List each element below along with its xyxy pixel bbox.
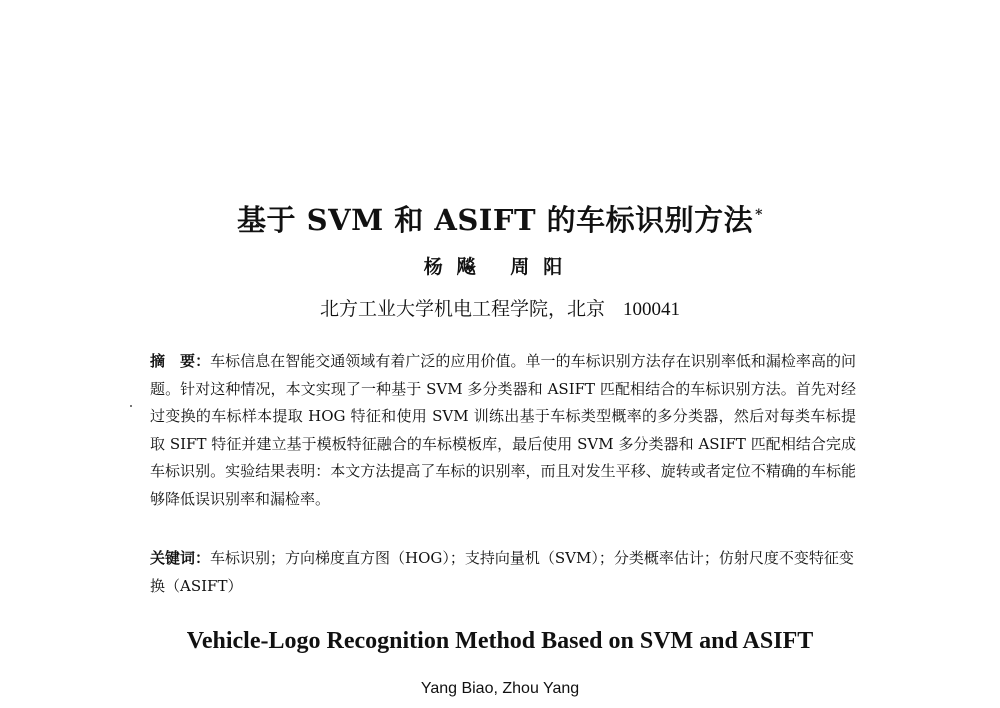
author-names: 杨飚 周阳	[423, 256, 577, 278]
title-text: 基于 SVM 和 ASIFT 的车标识别方法	[237, 203, 754, 237]
scan-speck	[130, 405, 132, 407]
keywords	[150, 545, 856, 600]
postcode: 100041	[623, 299, 680, 320]
abstract-text: 车标信息在智能交通领域有着广泛的应用价值。单一的车标识别方法存在识别率低和漏检率高的问题。针对这种情况，本文实现了一种基于 SVM 多分类器和 ASIFT 匹配相结合的车标识别方法。首先对经过变换的车标样本提取 HOG 特征和使用 SVM 训练出基于车标类型概率的多分类器，然后对每类车标提取 SIFT 特征并建立基于模板特征融合的车标模板库，最后使用 SVM 多分类器和 ASIFT 匹配相结合完成车标识别。实验结果表明：本文方法提高了车标的识别率，而且对发生平移、旋转或者定位不精确的车标能够降低误识别率和漏检率。	[150, 352, 856, 508]
abstract-label: 摘 要：	[150, 352, 211, 370]
title-footnote-marker: *	[755, 207, 763, 224]
abstract	[150, 348, 856, 513]
keywords-text: 车标识别；方向梯度直方图（HOG）；支持向量机（SVM）；分类概率估计；仿射尺度不变特征变换（ASIFT）	[150, 549, 854, 595]
keywords-label: 关键词：	[150, 549, 211, 567]
english-authors: Yang Biao, Zhou Yang	[420, 680, 580, 697]
english-title: Vehicle-Logo Recognition Method Based on SVM and ASIFT	[186, 628, 814, 654]
affiliation-text: 北方工业大学机电工程学院，北京	[319, 298, 605, 320]
affiliation	[0, 294, 1000, 321]
paper-title	[0, 198, 1000, 239]
